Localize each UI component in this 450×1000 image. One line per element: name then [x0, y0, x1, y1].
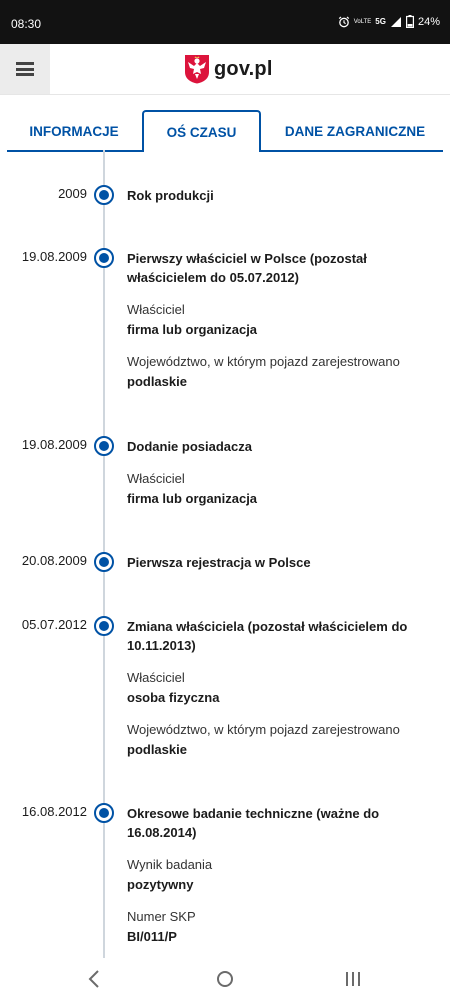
event-field — [127, 720, 417, 759]
recents-icon[interactable] — [342, 968, 364, 990]
status-icons — [338, 15, 440, 28]
brand-name: gov.pl — [214, 57, 273, 80]
event-field — [127, 300, 417, 339]
event-date: 19.08.2009 — [21, 437, 87, 452]
event-title: Rok produkcji — [127, 188, 214, 203]
field-value: podlaskie — [127, 742, 187, 757]
battery-icon — [406, 15, 414, 28]
field-label: Województwo, w którym pojazd zarejestrowano — [127, 354, 400, 369]
event-title: Pierwszy właściciel w Polsce (pozostał właścicielem do 05.07.2012) — [127, 251, 367, 285]
field-value: firma lub organizacja — [127, 491, 258, 506]
event-date: 16.08.2012 — [21, 804, 87, 819]
timeline-dot-icon — [94, 436, 114, 456]
timeline-dot-icon — [94, 185, 114, 205]
field-value: firma lub organizacja — [127, 322, 258, 337]
vehicle-timeline — [0, 150, 450, 958]
field-value: BI/011/P — [127, 929, 177, 944]
field-label: Wynik badania — [127, 857, 213, 872]
tab-informacje[interactable]: INFORMACJE — [29, 123, 119, 139]
field-label: Województwo, w którym pojazd zarejestrowano — [127, 722, 400, 737]
field-label: Numer SKP — [127, 909, 196, 924]
signal-icon — [390, 16, 402, 28]
field-label: Właściciel — [127, 670, 185, 685]
hamburger-icon — [16, 62, 34, 76]
battery-level: 24% — [417, 15, 440, 28]
field-label: Właściciel — [127, 471, 185, 486]
tab-bar — [7, 110, 443, 152]
tab-dane-zagraniczne[interactable]: DANE ZAGRANICZNE — [284, 123, 426, 139]
event-title: Okresowe badanie techniczne (ważne do 16.08.2014) — [127, 806, 380, 840]
tab-os-czasu[interactable]: OŚ CZASU — [142, 110, 261, 152]
event-title: Dodanie posiadacza — [127, 439, 252, 454]
event-title: Zmiana właściciela (pozostał właścicielem do 10.11.2013) — [127, 619, 408, 653]
home-circle-icon[interactable] — [214, 968, 236, 990]
event-date: 2009 — [58, 186, 87, 201]
timeline-dot-icon — [94, 248, 114, 268]
event-field — [127, 907, 417, 946]
network-type: 5G — [375, 17, 386, 26]
volte-indicator: VoLTE — [353, 18, 372, 25]
event-date: 05.07.2012 — [21, 617, 87, 632]
event-field — [127, 668, 417, 707]
event-field — [127, 352, 417, 391]
event-field — [127, 855, 417, 894]
gov-logo[interactable] — [184, 54, 273, 84]
timeline-dot-icon — [94, 803, 114, 823]
event-title: Pierwsza rejestracja w Polsce — [127, 555, 311, 570]
field-label: Właściciel — [127, 302, 185, 317]
field-value: podlaskie — [127, 374, 187, 389]
status-bar — [0, 0, 450, 44]
timeline-dot-icon — [94, 616, 114, 636]
event-date: 19.08.2009 — [21, 249, 87, 264]
field-value: pozytywny — [127, 877, 194, 892]
status-time: 08:30 — [11, 17, 42, 31]
polish-eagle-emblem-icon — [184, 54, 210, 84]
timeline-dot-icon — [94, 552, 114, 572]
alarm-icon — [338, 16, 350, 28]
event-date: 20.08.2009 — [21, 553, 87, 568]
system-navigation-bar — [0, 958, 450, 1000]
back-chevron-icon[interactable] — [84, 968, 106, 990]
field-value: osoba fizyczna — [127, 690, 220, 705]
menu-button[interactable] — [0, 44, 50, 94]
event-field — [127, 469, 417, 508]
app-header — [0, 44, 450, 95]
